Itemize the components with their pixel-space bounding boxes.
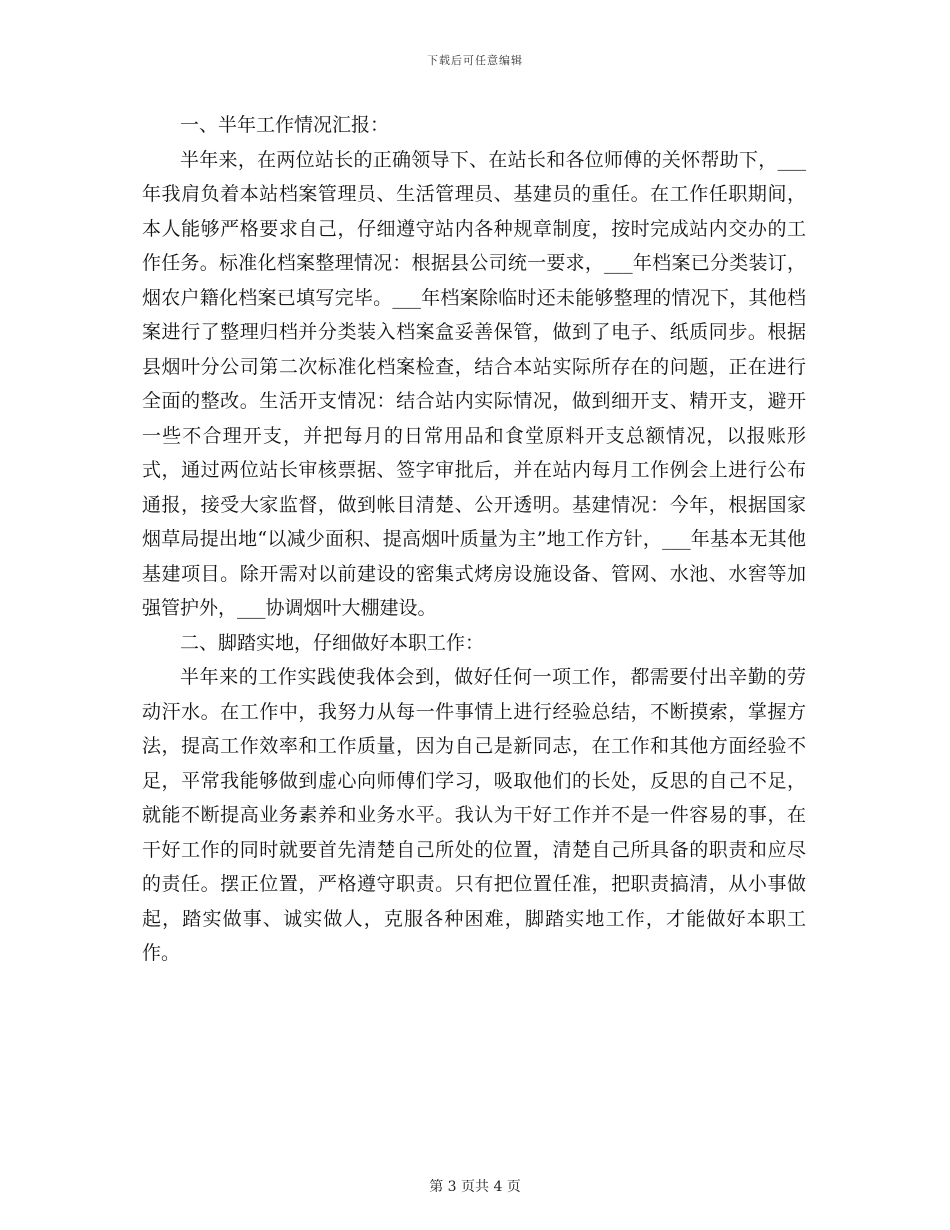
section-heading-1: 一、半年工作情况汇报： bbox=[180, 114, 390, 136]
section-body-2: 半年来的工作实践使我体会到，做好任何一项工作，都需要付出辛勤的劳动汗水。在工作中，我努力从每一件事情上进行经验总结，不断摸索，掌握方法，提高工作效率和工作质量，因为自己是新同志，在工作和其他方面经验不足，平常我能够做到虚心向师傅们学习，吸取他们的长处，反思的自己不足，就能不断提高业务素养和业务水平。我认为干好工作并不是一件容易的事，在干好工作的同时就要首先清楚自己所处的位置，清楚自己所具备的职责和应尽的责任。摆正位置，严格遵守职责。只有把位置任准，把职责搞清，从小事做起，踏实做事、诚实做人，克服各种困难，脚踏实地工作，才能做好本职工作。 bbox=[142, 666, 806, 964]
page-header: 下载后可任意编辑 bbox=[427, 54, 523, 67]
page-number: 第 3 页共 4 页 bbox=[429, 1179, 521, 1195]
document-body bbox=[142, 108, 806, 971]
section-body-1: 半年来，在两位站长的正确领导下、在站长和各位师傅的关怀帮助下，___年我肩负着本站档案管理员、生活管理员、基建员的重任。在工作任职期间，本人能够严格要求自己，仔细遵守站内各种规章制度，按时完成站内交办的工作任务。标准化档案整理情况：根据县公司统一要求，___年档案已分类装订，烟农户籍化档案已填写完毕。___年档案除临时还未能够整理的情况下，其他档案进行了整理归档并分类装入档案盒妥善保管，做到了电子、纸质同步。根据县烟叶分公司第二次标准化档案检查，结合本站实际所存在的问题，正在进行全面的整改。生活开支情况：结合站内实际情况，做到细开支、精开支，避开一些不合理开支，并把每月的日常用品和食堂原料开支总额情况，以报账形式，通过两位站长审核票据、签字审批后，并在站内每月工作例会上进行公布通报，接受大家监督，做到帐目清楚、公开透明。基建情况：今年，根据国家烟草局提出地“以减少面积、提高烟叶质量为主”地工作方针，___年基本无其他基建项目。除开需对以前建设的密集式烤房设施设备、管网、水池、水窖等加强管护外，___协调烟叶大棚建设。 bbox=[142, 148, 806, 619]
section-heading-2: 二、脚踏实地，仔细做好本职工作： bbox=[180, 631, 485, 654]
